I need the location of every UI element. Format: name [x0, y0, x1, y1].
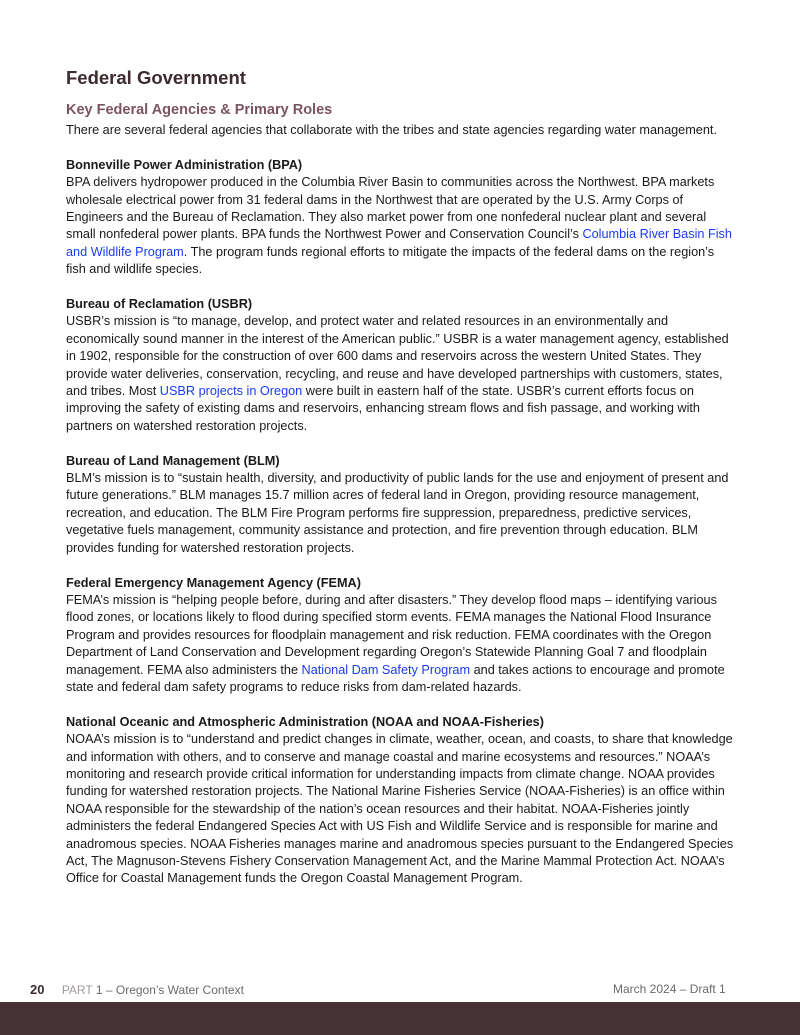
section-body — [66, 174, 736, 278]
intro-text: There are several federal agencies that collaborate with the tribes and state agencies regarding water management. — [66, 123, 717, 137]
page-footer — [30, 982, 800, 1000]
page-title: Federal Government — [66, 67, 246, 88]
section-body — [66, 592, 736, 696]
body-text: USBR’s mission is “to manage, develop, and protect water and related resources in an environmentally and economically sound manner in the interest of the American public.” USBR is a water management agency, established in 1902, responsible for the construction of over 600 dams and reservoirs across the western United States. They provide water deliveries, conservation, recycling, and reuse and have developed partnerships with customers, states, and tribes. Most — [66, 314, 729, 399]
footer-date: March 2024 – Draft 1 — [613, 982, 726, 996]
section-heading: Bureau of Land Management (BLM) — [66, 453, 280, 468]
usbr-projects-link[interactable]: USBR projects in Oregon — [159, 384, 303, 399]
section-bpa — [66, 157, 736, 279]
body-text: . The program funds regional efforts to mitigate the impacts of the federal dams on the region’s fish and wildlife species. — [66, 244, 715, 277]
section-body: NOAA’s mission is to “understand and predict changes in climate, weather, ocean, and coasts, to share that knowledge and information with others, and to conserve and manage coastal and marine ecosystems and resources.” NOAA’s monitoring and research provide critical information for understanding impacts from climate change. NOAA provides funding for watershed restoration projects. The National Marine Fisheries Service (NOAA-Fisheries) is an office within NOAA responsible for the stewardship of the nation’s ocean resources and their habitat. NOAA-Fisheries jointly administers the federal Endangered Species Act with US Fish and Wildlife Service and is responsible for marine and anadromous species. NOAA Fisheries manages marine and anadromous species pursuant to the Endangered Species Act, The Magnuson-Stevens Fishery Conservation Management Act, and the Marine Mammal Protection Act. NOAA’s Office for Coastal Management funds the Oregon Coastal Management Program. — [66, 732, 734, 886]
section-heading: National Oceanic and Atmospheric Administration (NOAA and NOAA-Fisheries) — [66, 714, 544, 729]
section-heading: Bonneville Power Administration (BPA) — [66, 157, 303, 172]
footer-bar — [0, 1002, 800, 1035]
section-heading: Federal Emergency Management Agency (FEMA) — [66, 575, 361, 590]
page-content — [66, 66, 736, 888]
body-text: BPA delivers hydropower produced in the Columbia River Basin to communities across the Northwest. BPA markets wholesale electrical power from 31 federal dams in the Northwest that are operated by the U.S. Army Corps of Engineers and the Bureau of Reclamation. They also market power from one nonfederal nuclear plant and several small nonfederal power plants. BPA funds the Northwest Power and Conservation Council’s — [66, 175, 715, 242]
dam-safety-program-link[interactable]: National Dam Safety Program — [301, 662, 471, 677]
part-title: 1 – Oregon’s Water Context — [95, 983, 244, 997]
section-blm — [66, 453, 736, 557]
section-body: BLM’s mission is to “sustain health, diversity, and productivity of public lands for the use and enjoyment of present and future generations.” BLM manages 15.7 million acres of federal land in Oregon, providing resource management, recreation, and education. The BLM Fire Program performs fire suppression, preparedness, predictive services, vegetative fuels management, community assistance and protection, and fire prevention through education. BLM provides funding for watershed restoration projects. — [66, 471, 729, 555]
section-heading: Bureau of Reclamation (USBR) — [66, 297, 253, 312]
section-fema — [66, 575, 736, 697]
section-noaa — [66, 714, 736, 888]
section-usbr — [66, 296, 736, 435]
fish-wildlife-program-link[interactable]: Columbia River Basin Fish and Wildlife Program — [66, 227, 732, 259]
body-text: and takes actions to encourage and promote state and federal dam safety programs to reduce risks from dam-related hazards. — [66, 662, 725, 694]
section-body — [66, 313, 736, 435]
body-text: were built in eastern half of the state. USBR’s current efforts focus on improving the safety of existing dams and reservoirs, enhancing stream flows and fish passage, and working with partners on watershed restoration projects. — [66, 384, 700, 433]
page-number: 20 — [30, 982, 45, 997]
body-text: FEMA’s mission is “helping people before, during and after disasters.” They develop flood maps – identifying various flood zones, or locations likely to flood during specified storm events. FEMA manages the National Flood Insurance Program and provides resources for floodplain management and risk reduction. FEMA coordinates with the Oregon Department of Land Conservation and Development regarding Oregon’s Statewide Planning Goal 7 and floodplain management. FEMA also administers the — [66, 592, 717, 677]
section-subtitle: Key Federal Agencies & Primary Roles — [66, 102, 333, 118]
part-label: PART — [61, 983, 93, 997]
